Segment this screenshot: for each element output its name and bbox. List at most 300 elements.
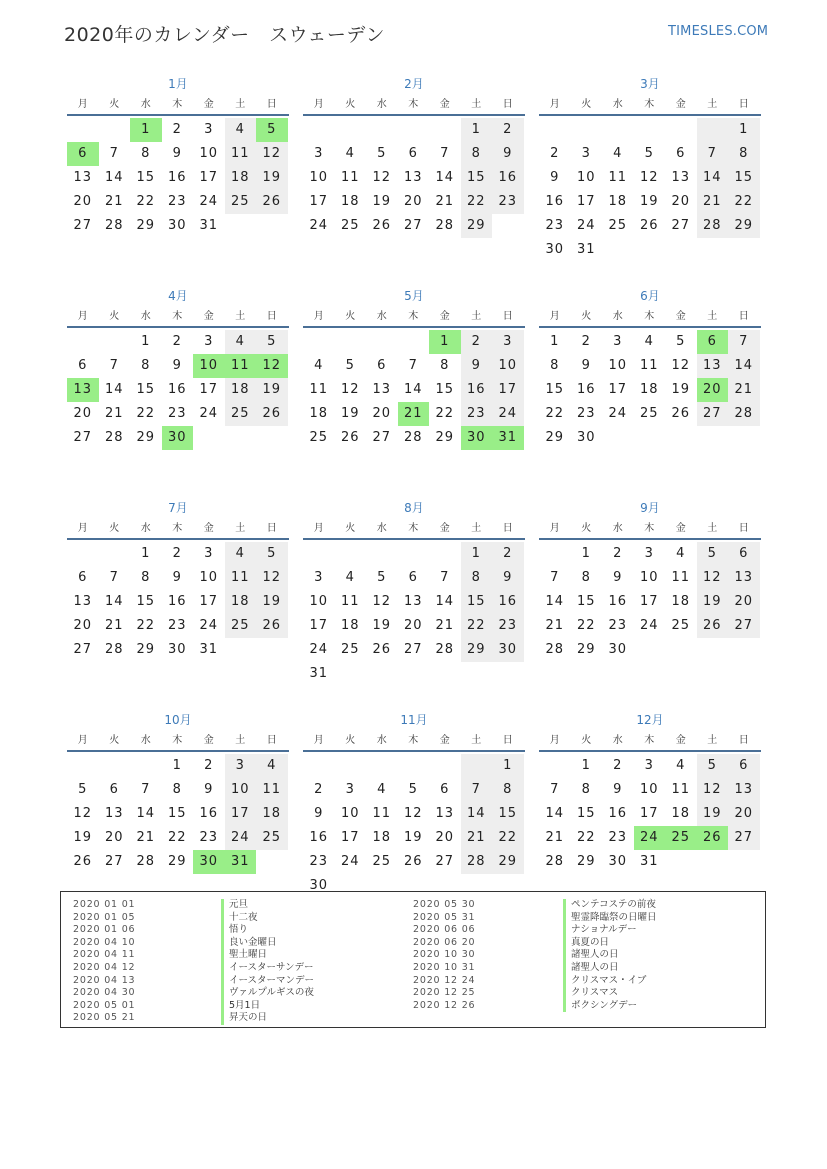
day-cell: 30 (193, 850, 225, 874)
weekday-label: 火 (345, 735, 356, 746)
day-cell: 12 (256, 566, 288, 590)
empty-day-cell (67, 542, 99, 566)
empty-day-cell (539, 118, 571, 142)
holiday-date: 2020 05 31 (413, 911, 476, 923)
day-cell: 18 (256, 802, 288, 826)
day-cell: 8 (728, 142, 760, 166)
empty-day-cell (366, 542, 398, 566)
day-cell: 14 (697, 166, 729, 190)
day-cell: 17 (492, 378, 524, 402)
holiday-name: 良い金曜日 (221, 937, 314, 950)
weekday-label: 木 (172, 311, 183, 322)
day-cell: 10 (199, 570, 219, 585)
day-cell: 17 (309, 194, 329, 209)
empty-day-cell (634, 118, 666, 142)
day-cell: 13 (728, 566, 760, 590)
weekday-label: 土 (471, 735, 482, 746)
day-cell: 21 (136, 830, 156, 845)
day-cell: 12 (372, 170, 392, 185)
weekday-label: 土 (707, 523, 718, 534)
day-grid (67, 328, 289, 450)
weekday-label: 日 (738, 735, 749, 746)
weekday-header (303, 519, 525, 540)
day-cell: 17 (639, 806, 659, 821)
day-cell: 15 (167, 806, 187, 821)
day-cell: 1 (141, 546, 151, 561)
day-cell: 20 (104, 830, 124, 845)
day-cell: 5 (697, 754, 729, 778)
day-cell: 8 (440, 358, 450, 373)
day-cell: 23 (461, 402, 493, 426)
day-cell: 16 (167, 382, 187, 397)
day-cell: 6 (408, 570, 418, 585)
day-cell: 25 (225, 614, 257, 638)
weekday-label: 月 (549, 99, 560, 110)
weekday-label: 水 (376, 311, 387, 322)
day-cell: 9 (581, 358, 591, 373)
day-cell: 23 (576, 406, 596, 421)
weekday-label: 土 (707, 311, 718, 322)
holiday-date: 2020 12 24 (413, 974, 476, 986)
day-cell: 12 (697, 778, 729, 802)
day-cell: 6 (377, 358, 387, 373)
empty-day-cell (99, 754, 131, 778)
day-cell: 3 (492, 330, 524, 354)
day-cell: 24 (492, 402, 524, 426)
day-cell: 3 (644, 758, 654, 773)
holiday-date: 2020 12 25 (413, 987, 476, 999)
day-cell: 1 (141, 334, 151, 349)
day-cell: 5 (256, 542, 288, 566)
day-cell: 7 (550, 570, 560, 585)
day-cell: 1 (461, 118, 493, 142)
day-cell: 24 (199, 194, 219, 209)
day-cell: 14 (435, 594, 455, 609)
holiday-date: 2020 04 30 (73, 987, 136, 999)
empty-day-cell (99, 330, 131, 354)
day-cell: 2 (613, 758, 623, 773)
day-cell: 15 (576, 806, 596, 821)
day-cell: 22 (576, 618, 596, 633)
weekday-label: 水 (140, 523, 151, 534)
site-link[interactable]: TIMESLES.COM (668, 24, 769, 39)
day-cell: 27 (73, 218, 93, 233)
empty-day-cell (99, 118, 131, 142)
weekday-label: 金 (675, 523, 686, 534)
holiday-name: 聖霊降臨祭の日曜日 (563, 912, 657, 925)
day-cell: 19 (372, 194, 392, 209)
day-cell: 10 (199, 146, 219, 161)
day-cell: 6 (728, 754, 760, 778)
day-cell: 15 (492, 802, 524, 826)
day-cell: 26 (639, 218, 659, 233)
day-cell: 21 (545, 618, 565, 633)
weekday-label: 金 (203, 99, 214, 110)
day-cell: 10 (608, 358, 628, 373)
holiday-date: 2020 01 01 (73, 899, 136, 910)
day-cell: 22 (136, 406, 156, 421)
day-cell: 19 (697, 590, 729, 614)
day-cell: 15 (136, 170, 156, 185)
day-cell: 24 (576, 218, 596, 233)
day-cell: 20 (372, 406, 392, 421)
day-cell: 6 (676, 146, 686, 161)
weekday-label: 木 (172, 99, 183, 110)
day-cell: 18 (340, 194, 360, 209)
holiday-date: 2020 06 06 (413, 924, 476, 936)
weekday-label: 金 (439, 735, 450, 746)
day-cell: 1 (728, 118, 760, 142)
weekday-label: 日 (502, 311, 513, 322)
holiday-date-column-2 (413, 899, 475, 1012)
day-cell: 9 (492, 142, 524, 166)
day-cell: 25 (225, 190, 257, 214)
weekday-label: 火 (109, 523, 120, 534)
weekday-label: 木 (644, 523, 655, 534)
day-cell: 13 (73, 594, 93, 609)
day-cell: 7 (461, 778, 493, 802)
weekday-label: 金 (675, 99, 686, 110)
day-cell: 14 (461, 802, 493, 826)
day-cell: 5 (676, 334, 686, 349)
day-cell: 9 (204, 782, 214, 797)
holiday-date-column-1 (73, 899, 135, 1025)
day-cell: 18 (225, 378, 257, 402)
empty-day-cell (303, 542, 335, 566)
day-cell: 31 (492, 426, 524, 450)
day-cell: 15 (728, 166, 760, 190)
day-cell: 16 (461, 378, 493, 402)
day-cell: 16 (608, 806, 628, 821)
empty-day-cell (366, 118, 398, 142)
day-cell: 27 (403, 642, 423, 657)
day-cell: 26 (256, 402, 288, 426)
day-cell: 6 (78, 570, 88, 585)
day-cell: 17 (576, 194, 596, 209)
day-cell: 16 (199, 806, 219, 821)
empty-day-cell (461, 754, 493, 778)
weekday-label: 水 (376, 523, 387, 534)
day-cell: 6 (78, 358, 88, 373)
day-cell: 16 (608, 594, 628, 609)
day-cell: 4 (225, 118, 257, 142)
empty-day-cell (303, 118, 335, 142)
month-calendar (303, 709, 525, 921)
day-cell: 22 (576, 830, 596, 845)
weekday-header (539, 95, 761, 116)
weekday-label: 金 (203, 311, 214, 322)
weekday-label: 金 (439, 99, 450, 110)
day-cell: 16 (492, 590, 524, 614)
day-cell: 1 (429, 330, 461, 354)
weekday-label: 火 (581, 99, 592, 110)
weekday-label: 木 (172, 523, 183, 534)
day-cell: 11 (309, 382, 329, 397)
day-cell: 12 (340, 382, 360, 397)
day-cell: 7 (697, 142, 729, 166)
month-name: 2月 (404, 77, 424, 91)
day-cell: 3 (225, 754, 257, 778)
month-calendar (303, 285, 525, 497)
day-cell: 7 (440, 570, 450, 585)
weekday-label: 月 (549, 735, 560, 746)
day-cell: 29 (545, 430, 565, 445)
weekday-label: 月 (77, 311, 88, 322)
day-cell: 2 (550, 146, 560, 161)
day-cell: 17 (608, 382, 628, 397)
weekday-label: 水 (376, 99, 387, 110)
day-cell: 30 (492, 638, 524, 662)
empty-day-cell (429, 118, 461, 142)
day-cell: 30 (309, 878, 329, 893)
day-cell: 11 (225, 142, 257, 166)
day-cell: 23 (492, 614, 524, 638)
empty-day-cell (67, 754, 99, 778)
day-cell: 3 (644, 546, 654, 561)
weekday-label: 金 (439, 311, 450, 322)
day-cell: 25 (256, 826, 288, 850)
weekday-label: 土 (707, 735, 718, 746)
weekday-label: 月 (313, 523, 324, 534)
weekday-label: 水 (140, 99, 151, 110)
day-cell: 8 (141, 146, 151, 161)
holiday-name: 諸聖人の日 (563, 949, 657, 962)
day-cell: 27 (728, 826, 760, 850)
weekday-label: 土 (707, 99, 718, 110)
day-cell: 24 (634, 826, 666, 850)
weekday-header (67, 519, 289, 540)
holiday-name: 聖土曜日 (221, 949, 314, 962)
weekday-label: 木 (644, 735, 655, 746)
day-cell: 28 (435, 642, 455, 657)
day-cell: 15 (461, 590, 493, 614)
holiday-name: 元旦 (221, 899, 314, 912)
day-cell: 24 (199, 618, 219, 633)
day-cell: 21 (435, 194, 455, 209)
day-cell: 15 (136, 594, 156, 609)
day-cell: 31 (576, 242, 596, 257)
empty-day-cell (398, 754, 430, 778)
day-cell: 21 (104, 618, 124, 633)
day-cell: 27 (73, 642, 93, 657)
day-cell: 2 (581, 334, 591, 349)
weekday-label: 日 (738, 99, 749, 110)
day-grid (67, 752, 289, 874)
day-cell: 7 (109, 570, 119, 585)
day-cell: 21 (545, 830, 565, 845)
day-cell: 31 (309, 666, 329, 681)
day-cell: 15 (576, 594, 596, 609)
day-cell: 5 (644, 146, 654, 161)
holiday-name: 5月1日 (221, 1000, 314, 1013)
day-cell: 27 (697, 402, 729, 426)
empty-day-cell (366, 754, 398, 778)
day-cell: 20 (671, 194, 691, 209)
day-cell: 24 (639, 618, 659, 633)
holiday-date: 2020 06 20 (413, 936, 476, 948)
day-cell: 29 (461, 638, 493, 662)
day-cell: 21 (461, 826, 493, 850)
day-cell: 4 (314, 358, 324, 373)
weekday-label: 木 (408, 311, 419, 322)
weekday-header (67, 731, 289, 752)
day-cell: 4 (345, 570, 355, 585)
weekday-label: 月 (313, 311, 324, 322)
day-cell: 23 (199, 830, 219, 845)
day-cell: 4 (676, 546, 686, 561)
day-cell: 14 (545, 594, 565, 609)
day-cell: 19 (256, 590, 288, 614)
month-name: 9月 (640, 501, 660, 515)
day-cell: 18 (225, 590, 257, 614)
day-cell: 28 (403, 430, 423, 445)
holiday-date: 2020 10 30 (413, 949, 476, 961)
day-cell: 13 (73, 170, 93, 185)
day-cell: 2 (172, 122, 182, 137)
day-cell: 8 (141, 358, 151, 373)
day-cell: 2 (172, 334, 182, 349)
day-grid (67, 116, 289, 238)
weekday-label: 日 (738, 311, 749, 322)
empty-day-cell (398, 542, 430, 566)
weekday-header (539, 731, 761, 752)
day-cell: 18 (340, 618, 360, 633)
day-cell: 26 (340, 430, 360, 445)
day-cell: 26 (697, 826, 729, 850)
day-cell: 14 (104, 170, 124, 185)
holiday-name: イースターマンデー (221, 975, 314, 988)
day-cell: 13 (697, 354, 729, 378)
day-cell: 28 (545, 642, 565, 657)
weekday-label: 日 (502, 523, 513, 534)
day-cell: 14 (104, 382, 124, 397)
day-cell: 13 (728, 778, 760, 802)
weekday-label: 水 (376, 735, 387, 746)
weekday-label: 金 (203, 735, 214, 746)
day-cell: 12 (697, 566, 729, 590)
day-cell: 22 (136, 618, 156, 633)
day-cell: 11 (608, 170, 628, 185)
weekday-label: 日 (266, 99, 277, 110)
day-cell: 12 (671, 358, 691, 373)
day-cell: 1 (130, 118, 162, 142)
holiday-date: 2020 04 13 (73, 974, 136, 986)
day-cell: 17 (340, 830, 360, 845)
weekday-label: 金 (675, 735, 686, 746)
day-cell: 7 (440, 146, 450, 161)
empty-day-cell (571, 118, 603, 142)
day-cell: 3 (613, 334, 623, 349)
weekday-label: 水 (612, 99, 623, 110)
day-cell: 30 (167, 642, 187, 657)
day-cell: 27 (403, 218, 423, 233)
day-cell: 22 (167, 830, 187, 845)
day-cell: 6 (728, 542, 760, 566)
month-name: 12月 (636, 713, 664, 727)
day-cell: 26 (73, 854, 93, 869)
day-cell: 5 (345, 358, 355, 373)
weekday-label: 水 (140, 735, 151, 746)
day-cell: 7 (550, 782, 560, 797)
day-cell: 31 (199, 642, 219, 657)
day-cell: 3 (314, 146, 324, 161)
day-cell: 9 (172, 570, 182, 585)
day-cell: 29 (576, 642, 596, 657)
day-cell: 22 (435, 406, 455, 421)
weekday-label: 月 (77, 735, 88, 746)
day-cell: 2 (613, 546, 623, 561)
day-cell: 1 (581, 758, 591, 773)
weekday-label: 日 (738, 523, 749, 534)
holiday-date: 2020 12 26 (413, 999, 476, 1011)
day-cell: 16 (492, 166, 524, 190)
day-cell: 29 (136, 642, 156, 657)
day-cell: 30 (608, 642, 628, 657)
day-grid (539, 116, 761, 262)
day-cell: 11 (340, 170, 360, 185)
month-name: 8月 (404, 501, 424, 515)
weekday-label: 月 (77, 523, 88, 534)
day-cell: 17 (225, 802, 257, 826)
day-cell: 25 (225, 402, 257, 426)
month-calendar (539, 709, 761, 921)
day-cell: 15 (136, 382, 156, 397)
day-cell: 23 (608, 830, 628, 845)
day-cell: 16 (576, 382, 596, 397)
day-cell: 19 (697, 802, 729, 826)
day-cell: 26 (256, 190, 288, 214)
day-cell: 26 (372, 642, 392, 657)
weekday-header (67, 95, 289, 116)
day-cell: 10 (576, 170, 596, 185)
day-cell: 30 (167, 218, 187, 233)
day-cell: 14 (403, 382, 423, 397)
day-grid (303, 752, 525, 898)
weekday-label: 土 (235, 523, 246, 534)
day-cell: 5 (256, 330, 288, 354)
month-name: 7月 (168, 501, 188, 515)
month-name: 10月 (164, 713, 192, 727)
weekday-header (539, 519, 761, 540)
weekday-label: 木 (408, 99, 419, 110)
holiday-date: 2020 10 31 (413, 961, 476, 973)
day-cell: 26 (372, 218, 392, 233)
day-cell: 21 (728, 378, 760, 402)
day-cell: 8 (461, 566, 493, 590)
day-cell: 4 (256, 754, 288, 778)
day-cell: 9 (461, 354, 493, 378)
weekday-label: 水 (140, 311, 151, 322)
empty-day-cell (67, 330, 99, 354)
day-cell: 13 (372, 382, 392, 397)
day-cell: 26 (256, 614, 288, 638)
empty-day-cell (303, 754, 335, 778)
day-cell: 10 (639, 782, 659, 797)
day-cell: 29 (136, 430, 156, 445)
holiday-date: 2020 05 01 (73, 999, 136, 1011)
holiday-name: イースターサンデー (221, 962, 314, 975)
day-cell: 4 (676, 758, 686, 773)
day-cell: 20 (728, 590, 760, 614)
day-cell: 19 (340, 406, 360, 421)
day-cell: 29 (136, 218, 156, 233)
day-cell: 25 (309, 430, 329, 445)
weekday-label: 土 (235, 311, 246, 322)
empty-day-cell (398, 330, 430, 354)
day-cell: 7 (141, 782, 151, 797)
day-grid (67, 540, 289, 662)
day-cell: 8 (461, 142, 493, 166)
